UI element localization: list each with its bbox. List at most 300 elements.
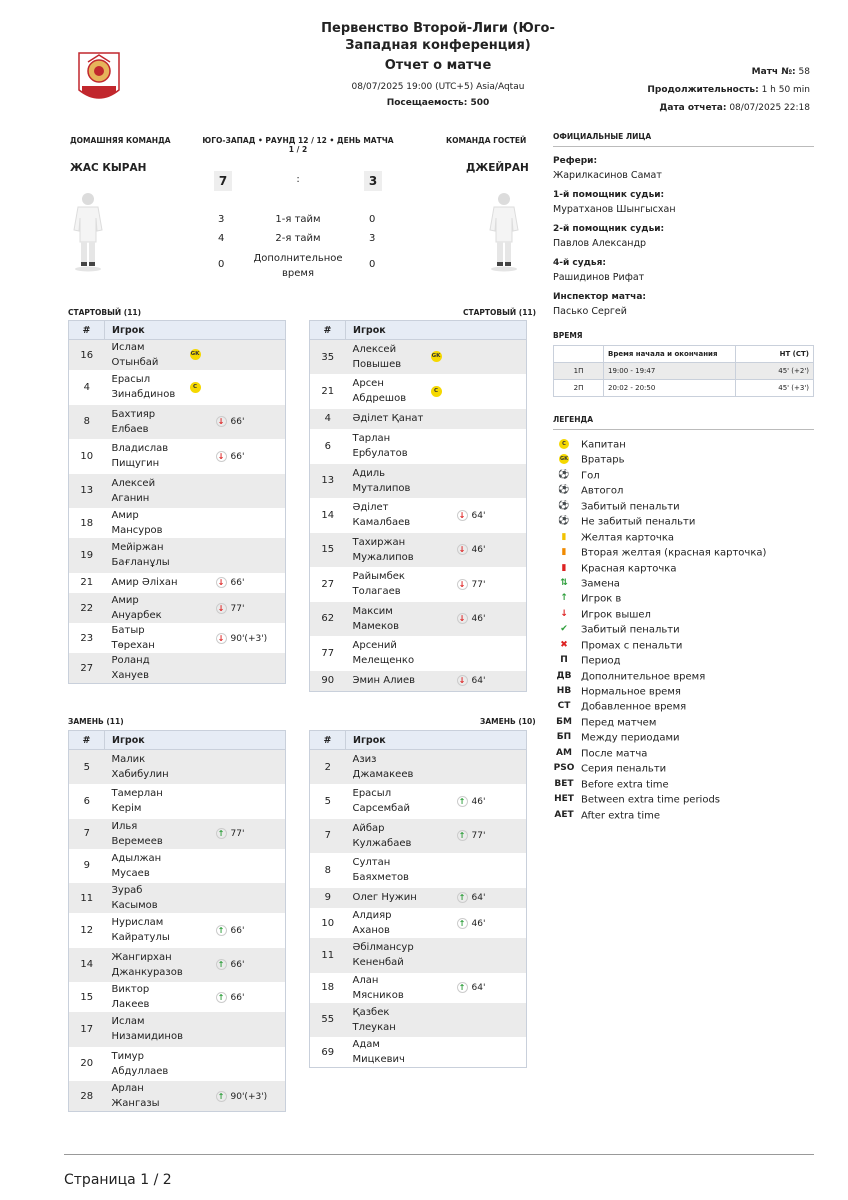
home-starting-title: СТАРТОВЫЙ (11) [68,308,142,317]
round-info: ЮГО-ЗАПАД • РАУНД 12 / 12 • ДЕНЬ МАТЧА 1 / 2 [202,136,394,154]
time-col-ht: HT (CT) [736,346,814,363]
player-name: Нурислам Кайратулы [111,917,170,944]
player-name: Алдияр Аханов [352,910,392,936]
legend-symbol-icon: ⇅ [560,577,568,588]
player-number: 10 [69,439,105,474]
player-name: Ерасыл Сарсембай [352,788,410,815]
legend-label: Замена [581,578,620,590]
away-starting-table [309,320,527,692]
player-row [310,464,527,499]
official-role: 4-й судья: [553,258,606,268]
player-out-icon: ↓ [457,675,468,686]
away-team-name: ДЖЕЙРАН [466,162,529,174]
legend-item [553,622,814,637]
player-number: 18 [69,508,105,538]
player-in-icon: ↑ [216,925,227,936]
player-row [69,1012,286,1047]
player-row [69,573,286,594]
player-name: Илья Веремеев [105,819,190,849]
player-name: Қазбек Тлеукан [346,1003,431,1038]
col-header-player: Игрок [105,321,286,340]
player-number: 27 [69,653,105,684]
legend-label: Промах с пенальти [581,640,683,652]
time-row: 1П 19:00 - 19:47 45' (+2') [554,363,814,380]
legend-item [553,715,814,730]
away-subs-title: ЗАМЕНЬ (10) [480,717,536,726]
player-name: Батыр Төрехан [111,625,155,651]
player-name: Ерасыл Зинабдинов [111,374,176,401]
legend-symbol-icon: СТ [557,701,571,712]
player-name: Әділет Камалбаев [352,502,411,529]
player-name: Айбар Кулжабаев [346,819,431,854]
player-row [69,750,286,785]
legend-item [553,452,814,467]
substitution-minute: 66' [230,578,245,589]
captain-badge-icon: C [190,382,201,393]
legend-label: Между периодами [581,733,680,745]
player-name: Арлан Жангазы [105,1081,190,1112]
legend-item [553,746,814,761]
time-col-range: Время начала и окончания [604,346,736,363]
player-number: 90 [310,671,346,692]
player-row [310,888,527,909]
player-number: 8 [69,405,105,440]
legend-item [553,591,814,606]
match-meta: Матч №: 58 Продолжительность: 1 h 50 min Дата отчета: 08/07/2025 22:18 [647,67,810,113]
player-name: Арсен Абдрешов [352,378,407,405]
time-title: ВРЕМЯ [553,331,583,340]
away-starting-title: СТАРТОВЫЙ (11) [463,308,537,317]
player-row [310,908,527,938]
legend-symbol-icon: П [560,655,568,666]
legend-label: Не забитый пенальти [581,516,696,528]
goalkeeper-badge-icon: GK [431,351,442,362]
player-out-icon: ↓ [216,577,227,588]
player-name: Әбілмансур Кененбай [346,938,431,973]
legend-symbol-icon: ▮ [561,562,567,573]
player-row [310,1037,527,1068]
player-in-icon: ↑ [457,982,468,993]
player-number: 28 [69,1081,105,1112]
substitution-minute: 90'(+3') [230,633,268,644]
substitution-minute: 66' [230,960,245,971]
player-row [310,340,527,375]
player-row [69,913,286,948]
substitution-minute: 77' [471,579,486,590]
official-name: Рашидинов Рифат [553,272,645,283]
player-row [310,973,527,1003]
player-name: Владислав Пищугин [111,443,169,470]
player-name: Тарлан Ербулатов [352,433,408,460]
player-row [310,567,527,602]
legend-symbol-icon: GK [560,455,568,462]
away-team-label: КОМАНДА ГОСТЕЙ [446,136,527,145]
player-number: 11 [69,883,105,913]
player-row [69,405,286,440]
col-header-player: Игрок [105,731,286,750]
player-in-icon: ↑ [457,796,468,807]
player-name: Мейіржан Бағланұлы [105,538,190,573]
legend-item [553,530,814,545]
player-row [69,784,286,819]
legend-label: Игрок в [581,594,622,606]
player-row [69,508,286,538]
away-subs-table [309,730,527,1068]
col-header-number: # [310,321,346,340]
col-header-player: Игрок [346,321,527,340]
legend-item [553,607,814,622]
player-name: Алексей Аганин [105,474,190,509]
legend-label: После матча [581,748,648,760]
legend-symbol-icon: ↑ [560,593,568,604]
player-name: Амир Мансуров [111,510,163,536]
player-row [310,819,527,854]
player-row [310,498,527,533]
player-name: Адылжан Мусаев [111,852,162,879]
player-number: 12 [69,913,105,948]
page-number: Страница 1 / 2 [64,1172,172,1188]
player-name: Тимур Абдуллаев [111,1050,169,1077]
player-name: Олег Нужин [346,888,431,909]
legend-item [553,561,814,576]
player-number: 19 [69,538,105,573]
legend-item [553,483,814,498]
time-row: 2П 20:02 - 20:50 45' (+3') [554,380,814,397]
home-team-name: ЖАС КЫРАН [70,162,147,174]
player-number: 10 [310,908,346,938]
legend-item [553,545,814,560]
player-number: 22 [69,593,105,623]
player-name: Адам Мицкевич [346,1037,431,1068]
player-row [69,340,286,371]
substitution-minute: 46' [471,614,486,625]
player-number: 2 [310,750,346,785]
player-number: 18 [310,973,346,1003]
legend-label: Гол [581,470,600,482]
legend-symbol-icon: ⚽ [558,516,570,527]
substitution-minute: 46' [471,796,486,807]
player-row [310,784,527,819]
player-number: 23 [69,623,105,653]
player-out-icon: ↓ [457,544,468,555]
legend-symbol-icon: ↓ [560,608,568,619]
legend-item [553,468,814,483]
official-role: 2-й помощник судьи: [553,224,665,234]
player-number: 7 [310,819,346,854]
player-out-icon: ↓ [457,510,468,521]
player-row [310,533,527,568]
player-number: 17 [69,1012,105,1047]
player-row [310,429,527,464]
player-number: 77 [310,636,346,671]
player-name: Тахиржан Мужалипов [346,533,431,568]
home-score: 7 [214,171,232,191]
player-row [310,750,527,785]
report-title: Первенство Второй-Лиги (Юго-Западная конференция) [321,21,555,53]
substitution-minute: 77' [230,829,245,839]
player-number: 9 [69,849,105,884]
attendance: Посещаемость: 500 [386,98,490,108]
legend-item [553,761,814,776]
player-row [310,853,527,888]
legend-label: Красная карточка [581,563,677,575]
player-row [69,1081,286,1112]
legend-symbol-icon: БМ [556,716,572,727]
player-in-icon: ↑ [216,1091,227,1102]
substitution-minute: 46' [471,545,486,556]
player-name: Райымбек Толагаев [352,571,405,598]
player-name: Жангирхан Джанкуразов [105,948,190,983]
substitution-minute: 64' [471,983,486,993]
legend-symbol-icon: AET [554,809,574,820]
player-row [69,948,286,983]
player-row [69,653,286,684]
player-in-icon: ↑ [216,959,227,970]
legend-item [553,638,814,653]
legend-symbol-icon: ▮ [561,547,567,558]
player-number: 5 [69,750,105,785]
officials-panel [553,132,814,317]
player-number: 5 [310,784,346,819]
player-number: 11 [310,938,346,973]
player-row [69,593,286,623]
legend-item [553,514,814,529]
home-subs-table [68,730,286,1112]
col-header-number: # [310,731,346,750]
player-name: Арсений Мелещенко [352,640,415,667]
time-table [553,345,814,397]
goalkeeper-badge-icon: GK [190,349,201,360]
legend-label: Автогол [581,486,624,498]
player-name: Зураб Касымов [105,883,190,913]
player-row [69,1047,286,1082]
legend-label: Дополнительное время [581,671,706,683]
legend-symbol-icon: НВ [556,686,572,696]
official-role: 1-й помощник судьи: [553,190,665,200]
legend-symbol-icon: ⚽ [558,485,570,496]
legend-label: Желтая карточка [581,532,674,544]
player-number: 55 [310,1003,346,1038]
legend-panel [553,415,814,823]
player-out-icon: ↓ [216,603,227,614]
official-name: Жарилкасинов Самат [553,170,662,181]
legend-label: Период [581,655,621,667]
legend-symbol-icon: C [553,437,575,452]
substitution-minute: 64' [471,510,486,521]
player-out-icon: ↓ [216,451,227,462]
legend-item [553,499,814,514]
player-row [69,819,286,849]
player-number: 21 [310,374,346,409]
officials-title: ОФИЦИАЛЬНЫЕ ЛИЦА [553,132,814,147]
player-row [310,938,527,973]
legend-item [553,684,814,699]
legend-label: Серия пенальти [581,763,667,775]
footer-divider [64,1154,814,1155]
player-out-icon: ↓ [457,613,468,624]
player-name: Максим Мамеков [346,602,431,637]
player-in-icon: ↑ [457,892,468,903]
substitution-minute: 77' [471,831,486,842]
official-name: Павлов Александр [553,238,647,249]
player-out-icon: ↓ [216,416,227,427]
player-name: Әділет Қанат [346,409,431,430]
home-team-label: ДОМАШНЯЯ КОМАНДА [70,136,171,145]
legend-item [553,576,814,591]
captain-badge-icon: C [431,386,442,397]
player-in-icon: ↑ [216,992,227,1003]
player-row [69,883,286,913]
player-number: 13 [310,464,346,499]
player-row [310,636,527,671]
player-number: 15 [69,982,105,1012]
player-number: 20 [69,1047,105,1082]
legend-item [553,777,814,792]
legend-label: Перед матчем [581,717,657,729]
player-number: 15 [310,533,346,568]
substitution-minute: 66' [230,417,245,428]
substitution-minute: 66' [230,925,245,936]
away-kit-icon [488,190,520,274]
legend-item [553,437,814,452]
away-score: 3 [364,171,382,191]
legend-label: Нормальное время [581,686,681,698]
substitution-minute: 90'(+3') [230,1091,268,1102]
player-in-icon: ↑ [216,828,227,839]
legend-label: Забитый пенальти [581,501,680,513]
player-number: 4 [310,409,346,430]
player-row [69,982,286,1012]
legend-item [553,808,814,823]
official-name: Муратханов Шынгысхан [553,204,676,215]
player-number: 9 [310,888,346,909]
legend-label: Добавленное время [581,702,687,714]
match-datetime: 08/07/2025 19:00 (UTC+5) Asia/Aqtau [351,82,525,92]
legend-symbol-icon: BET [554,778,574,789]
col-header-number: # [69,321,105,340]
player-name: Адиль Муталипов [346,464,431,499]
player-name: Эмин Алиев [346,671,431,692]
player-row [310,671,527,692]
legend-symbol-icon: ▮ [561,531,567,542]
player-name: Бахтияр Елбаев [105,405,190,440]
official-name: Пасько Сергей [553,306,627,317]
player-name: Ислам Низамидинов [105,1012,190,1047]
player-number: 62 [310,602,346,637]
player-number: 16 [69,340,105,371]
legend-item [553,699,814,714]
player-row [310,1003,527,1038]
substitution-minute: 66' [230,451,245,462]
player-row [69,439,286,474]
legend-symbol-icon: ДВ [556,670,572,681]
official-role: Инспектор матча: [553,292,646,302]
player-out-icon: ↓ [216,633,227,644]
legend-item [553,653,814,668]
player-in-icon: ↑ [457,918,468,929]
player-number: 7 [69,819,105,849]
player-in-icon: ↑ [457,830,468,841]
substitution-minute: 77' [230,603,245,614]
player-number: 14 [310,498,346,533]
player-row [69,538,286,573]
player-name: Султан Баяхметов [352,857,409,884]
legend-symbol-icon: ⚽ [558,469,570,480]
player-number: 35 [310,340,346,375]
report-subtitle: Отчет о матче [384,58,492,73]
legend-symbol-icon: ✖ [560,639,568,650]
legend-symbol-icon: БП [556,732,572,743]
player-name: Ислам Отынбай [105,340,190,371]
legend-symbol-icon: ✔ [560,624,568,635]
player-name: Виктор Лакеев [111,984,150,1010]
home-kit-icon [72,190,104,274]
player-name: Амир Әліхан [111,577,178,589]
player-number: 27 [310,567,346,602]
home-subs-title: ЗАМЕНЬ (11) [68,717,124,726]
legend-label: Вратарь [581,455,625,467]
col-header-number: # [69,731,105,750]
legend-symbol-icon: ⚽ [558,500,570,511]
legend-label: Between extra time periods [581,794,721,806]
player-name: Алан Мясников [352,974,404,1001]
player-name: Малик Хабибулин [105,750,190,785]
legend-item [553,792,814,807]
legend-label: After extra time [581,810,661,822]
legend-label: Забитый пенальти [581,624,680,636]
legend-title: ЛЕГЕНДА [553,415,814,430]
player-number: 13 [69,474,105,509]
player-row [310,374,527,409]
official-role: Рефери: [553,156,598,166]
player-out-icon: ↓ [457,579,468,590]
score-separator: : [296,174,300,185]
player-name: Тамерлан Керім [111,788,163,815]
player-row [69,370,286,405]
player-number: 21 [69,573,105,594]
player-number: 69 [310,1037,346,1068]
player-number: 4 [69,370,105,405]
player-row [69,623,286,653]
player-number: 8 [310,853,346,888]
substitution-minute: 64' [471,893,486,904]
player-name: Роланд Хануев [105,653,190,684]
legend-symbol-icon: PSO [553,763,575,774]
player-row [310,409,527,430]
player-number: 6 [69,784,105,819]
player-number: 14 [69,948,105,983]
player-name: Алексей Повышев [346,340,431,375]
player-row [69,474,286,509]
legend-symbol-icon: HET [554,794,574,805]
legend-item [553,730,814,745]
substitution-minute: 66' [230,992,245,1003]
player-name: Амир Ануарбек [105,593,190,623]
legend-item [553,669,814,684]
substitution-minute: 46' [471,918,486,929]
home-starting-table [68,320,286,684]
player-name: Азиз Джамакеев [346,750,431,785]
legend-symbol-icon: АМ [556,747,572,758]
legend-label: Капитан [581,439,626,451]
legend-label: Вторая желтая (красная карточка) [581,547,767,559]
legend-label: Before extra time [581,779,669,791]
col-header-player: Игрок [346,731,527,750]
player-row [69,849,286,884]
substitution-minute: 64' [471,676,486,686]
player-number: 6 [310,429,346,464]
league-logo [76,50,122,106]
